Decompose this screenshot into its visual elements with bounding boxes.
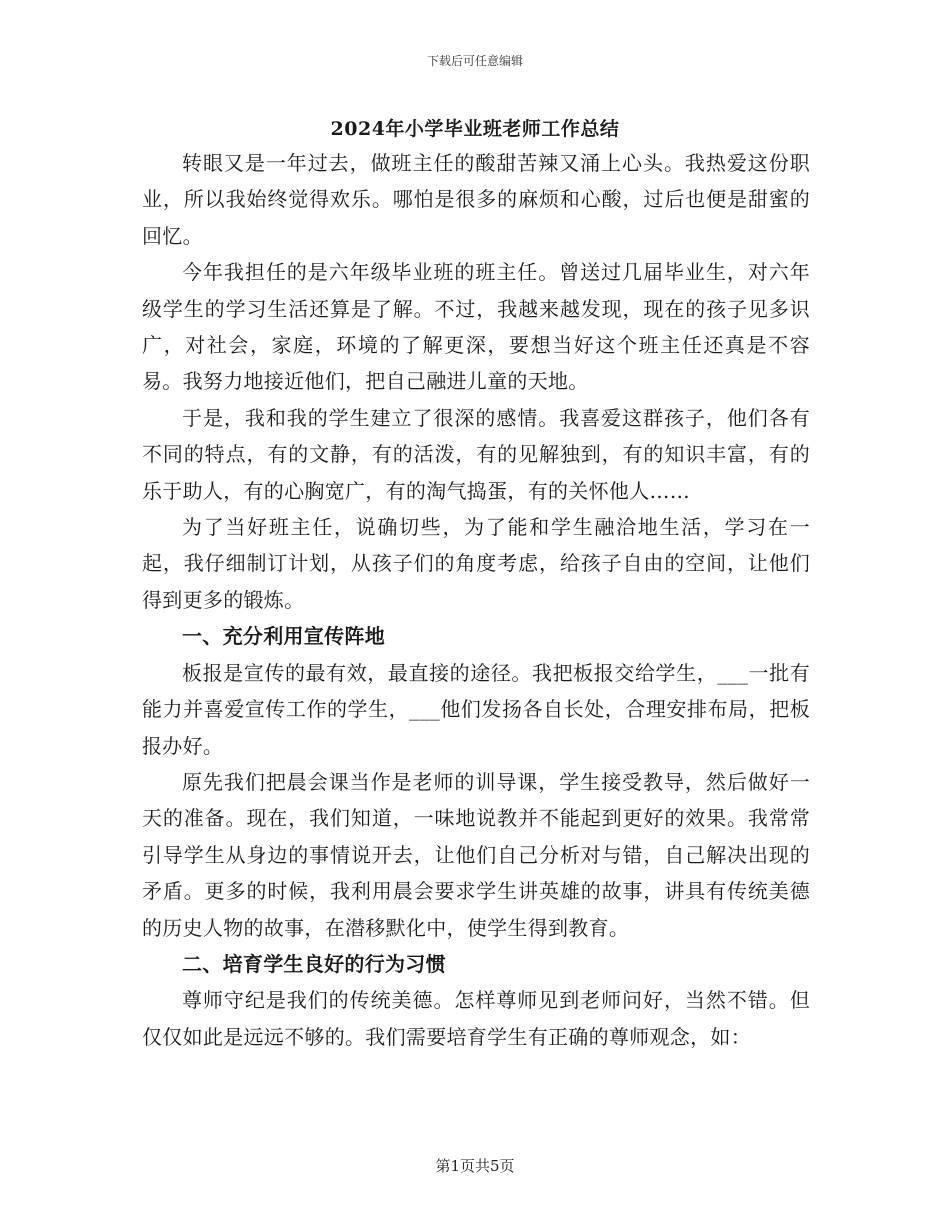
section-heading-1: 一、充分利用宣传阵地 — [182, 624, 385, 649]
page-footer: 第1页共5页 — [435, 1157, 515, 1175]
document-title: 2024年小学毕业班老师工作总结 — [330, 118, 620, 140]
paragraph-students: 于是，我和我的学生建立了很深的感情。我喜爱这群孩子，他们各有不同的特点，有的文静，有的活泼，有的见解独到，有的知识丰富，有的乐于助人，有的心胸宽广，有的淘气捣蛋，有的关怀他人…… — [142, 405, 810, 503]
paragraph-blackboard: 板报是宣传的最有效，最直接的途径。我把板报交给学生，___一批有能力并喜爱宣传工作的学生，___他们发扬各自长处，合理安排布局，把板报办好。 — [142, 660, 810, 758]
paragraph-morning-meeting: 原先我们把晨会课当作是老师的训导课，学生接受教导，然后做好一天的准备。现在，我们知道，一味地说教并不能起到更好的效果。我常常引导学生从身边的事情说开去，让他们自己分析对与错，自己解决出现的矛盾。更多的时候，我利用晨会要求学生讲英雄的故事，讲具有传统美德的历史人物的故事，在潜移默化中，使学生得到教育。 — [142, 769, 810, 940]
header-note: 下载后可任意编辑 — [426, 54, 523, 68]
section-heading-2: 二、培育学生良好的行为习惯 — [182, 951, 446, 976]
paragraph-class-teacher: 今年我担任的是六年级毕业班的班主任。曾送过几届毕业生，对六年级学生的学习生活还算是了解。不过，我越来越发现，现在的孩子见多识广，对社会，家庭，环境的了解更深，要想当好这个班主任还真是不容易。我努力地接近他们，把自己融进儿童的天地。 — [142, 260, 810, 394]
paragraph-plan: 为了当好班主任，说确切些，为了能和学生融洽地生活，学习在一起，我仔细制订计划，从孩子们的角度考虑，给孩子自由的空间，让他们得到更多的锻炼。 — [142, 515, 810, 612]
paragraph-intro: 转眼又是一年过去，做班主任的酸甜苦辣又涌上心头。我热爱这份职业，所以我始终觉得欢乐。哪怕是很多的麻烦和心酸，过后也便是甜蜜的回忆。 — [142, 151, 810, 248]
paragraph-respect: 尊师守纪是我们的传统美德。怎样尊师见到老师问好，当然不错。但仅仅如此是远远不够的。我们需要培育学生有正确的尊师观念，如： — [142, 988, 810, 1049]
document-body — [142, 145, 810, 1055]
